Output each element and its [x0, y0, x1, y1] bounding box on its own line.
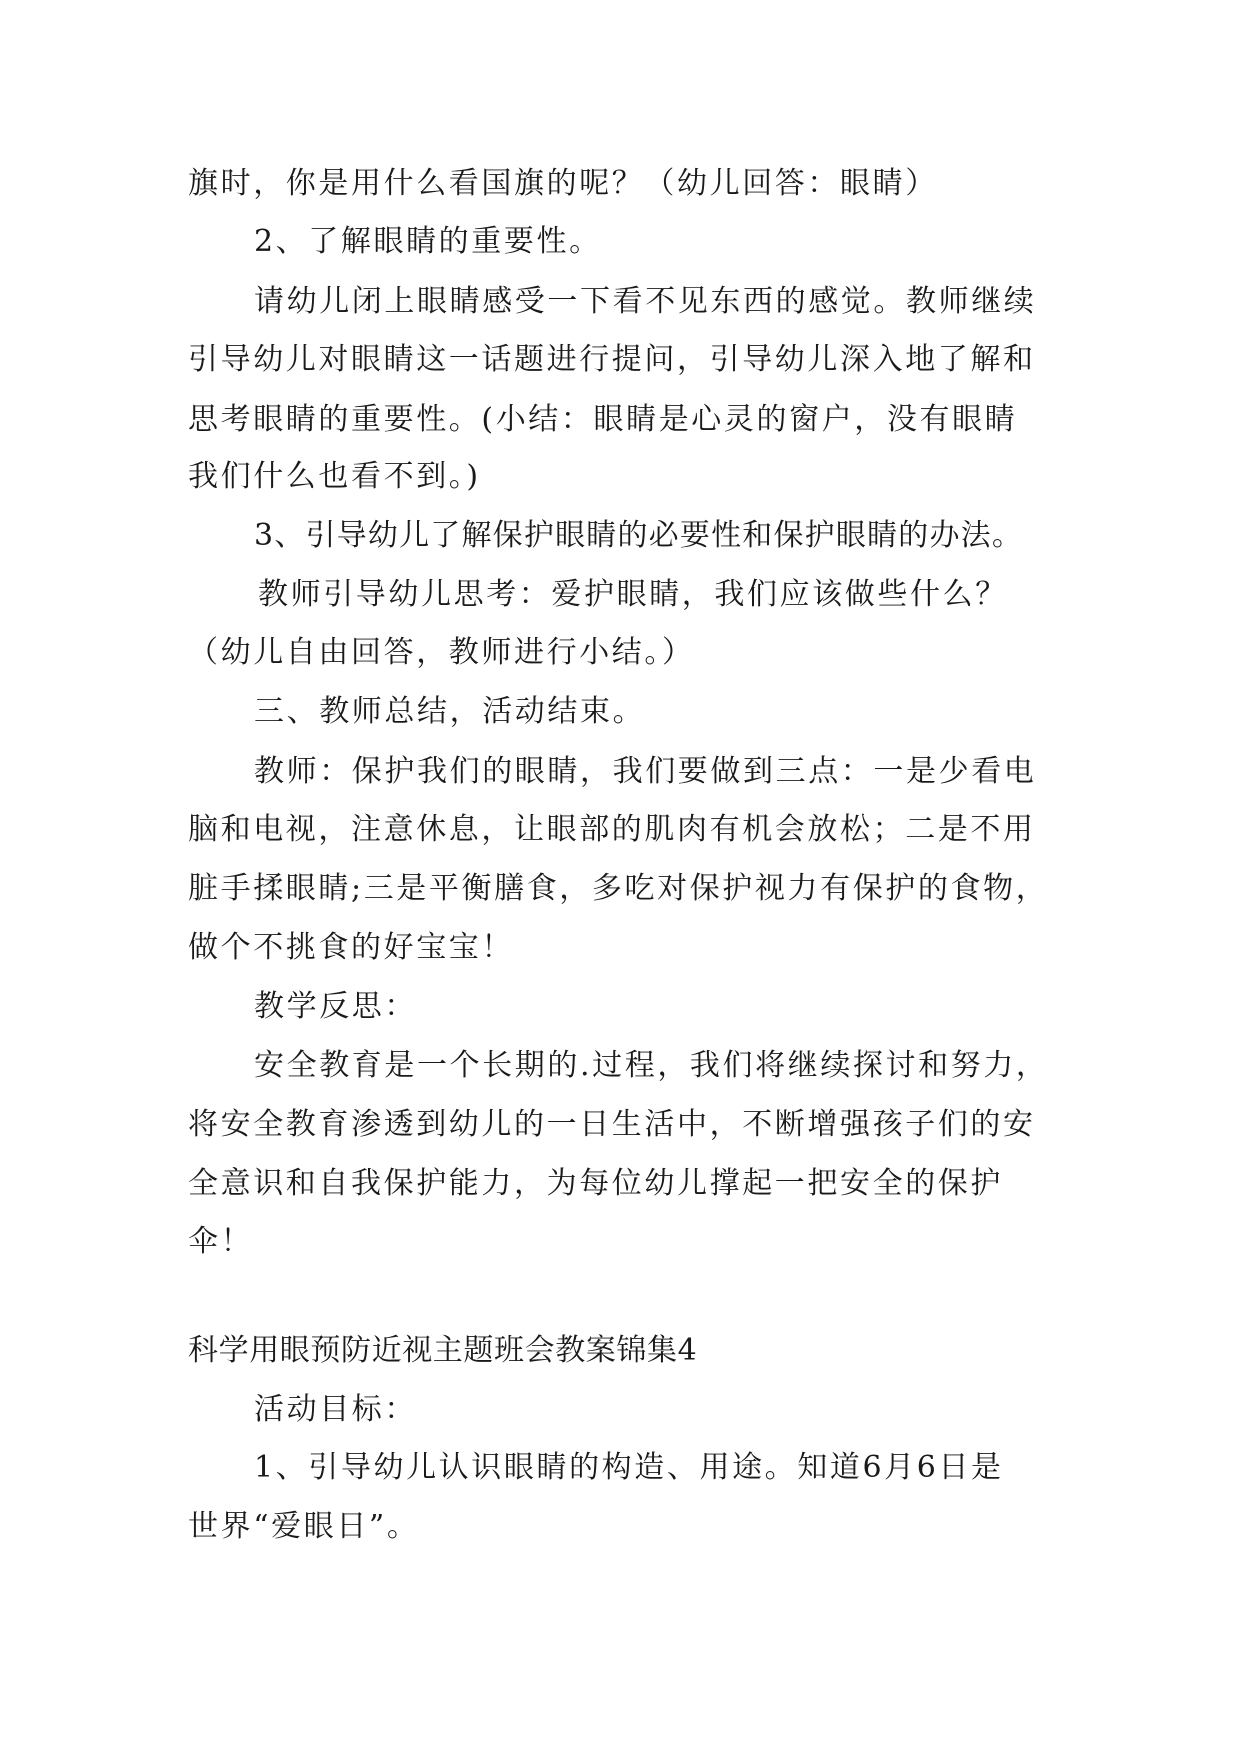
section-heading: 科学用眼预防近视主题班会教案锦集4 [188, 1333, 698, 1368]
text-line: 1、引导幼儿认识眼睛的构造、用途。知道6月6日是 [254, 1450, 1004, 1485]
text-line: 3、引导幼儿了解保护眼睛的必要性和保护眼睛的办法。 [254, 518, 1024, 553]
text-line: 做个不挑食的好宝宝！ [188, 930, 514, 965]
text-line: 请幼儿闭上眼睛感受一下看不见东西的感觉。教师继续 [254, 284, 1037, 319]
text-line: 伞！ [188, 1224, 254, 1259]
text-line: 教师引导幼儿思考：爱护眼睛，我们应该做些什么？ [258, 577, 1008, 612]
text-line: 三、教师总结，活动结束。 [254, 694, 646, 729]
text-line: 全意识和自我保护能力，为每位幼儿撑起一把安全的保护 [188, 1166, 1003, 1201]
text-line: 我们什么也看不到。) [188, 459, 481, 494]
text-line: 安全教育是一个长期的.过程，我们将继续探讨和努力， [254, 1048, 1049, 1083]
text-line: 活动目标： [254, 1392, 417, 1427]
text-line: 引导幼儿对眼睛这一话题进行提问，引导幼儿深入地了解和 [188, 342, 1036, 377]
text-line: 教学反思： [254, 989, 417, 1024]
text-line: 脏手揉眼睛;三是平衡膳食，多吃对保护视力有保护的食物， [188, 871, 1049, 906]
text-line: 思考眼睛的重要性。(小结：眼睛是心灵的窗户，没有眼睛 [188, 402, 1018, 437]
text-line: 脑和电视，注意休息，让眼部的肌肉有机会放松；二是不用 [188, 812, 1036, 847]
text-line: 教师：保护我们的眼睛，我们要做到三点：一是少看电 [254, 754, 1037, 789]
text-line: 将安全教育渗透到幼儿的一日生活中，不断增强孩子们的安 [188, 1107, 1036, 1142]
text-line: 世界“爱眼日”。 [188, 1509, 420, 1544]
text-line: 2、了解眼睛的重要性。 [254, 224, 602, 259]
text-line: 旗时，你是用什么看国旗的呢？（幼儿回答：眼睛） [188, 166, 938, 201]
text-line: （幼儿自由回答，教师进行小结。） [188, 635, 695, 670]
